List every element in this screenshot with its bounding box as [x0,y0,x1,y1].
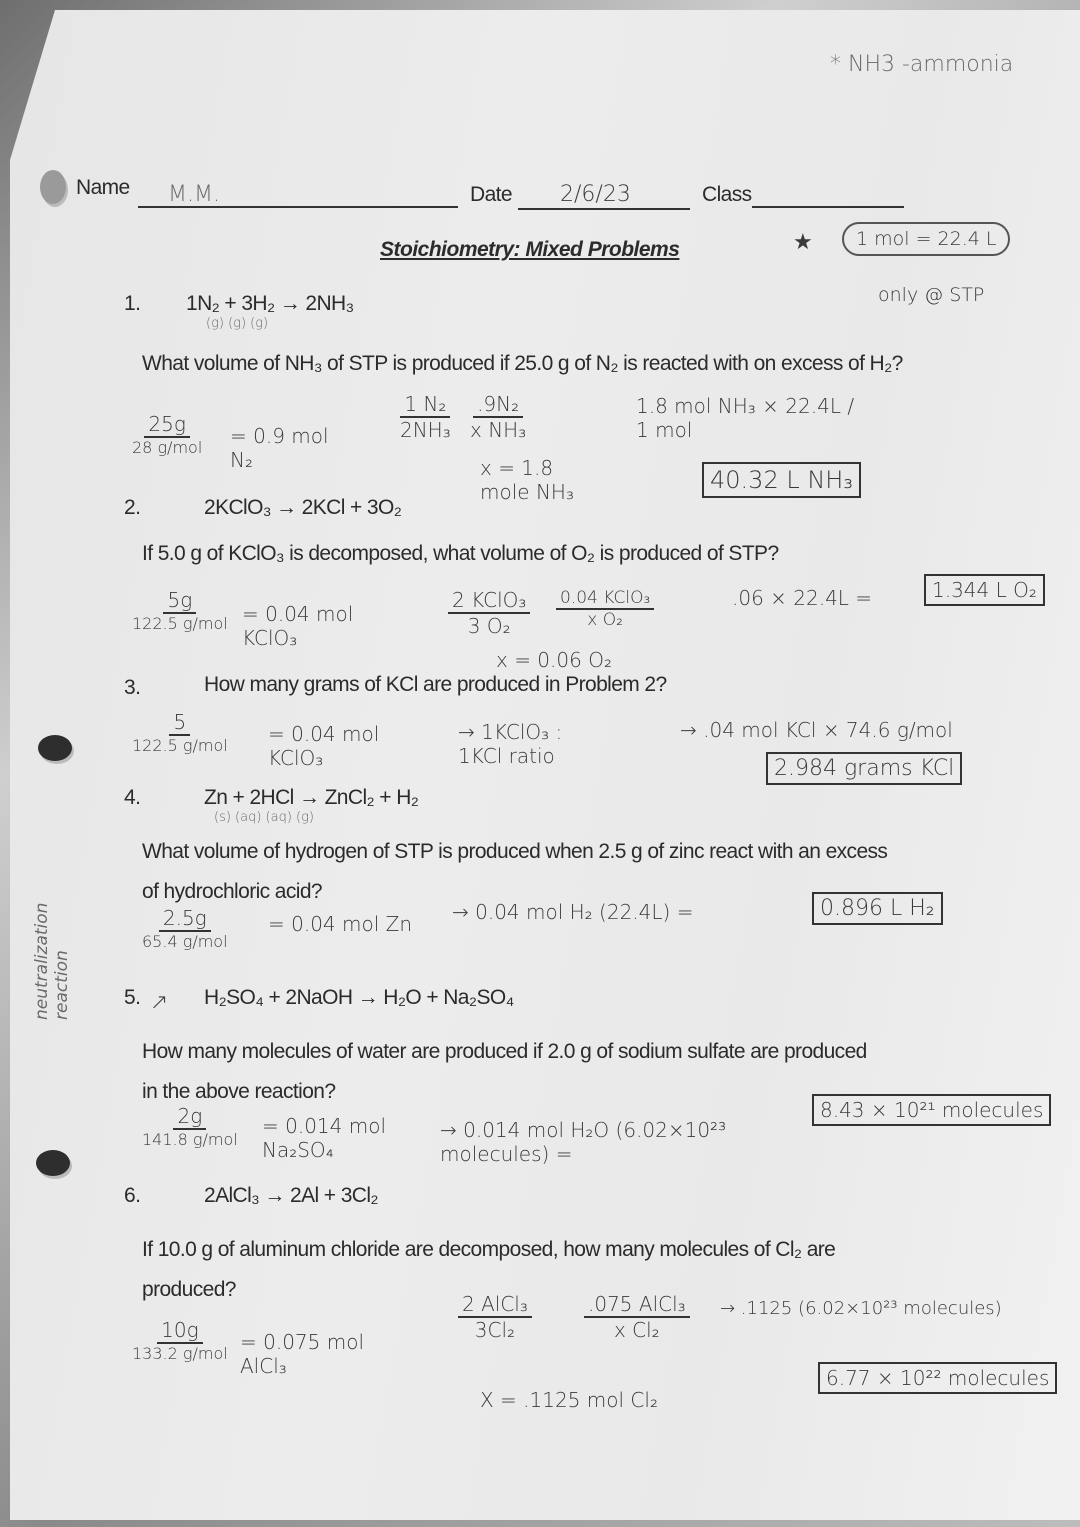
answer-box: 8.43 × 10²¹ molecules [812,1094,1051,1126]
ratio-right: $\frac{\text{.9N₂}}{\text{x NH₃}}$ [470,392,527,442]
date-value: 2/6/23 [560,182,631,207]
problem-number: 5. [124,986,141,1009]
question-text: If 5.0 g of KClO₃ is decomposed, what volume of O₂ is produced of STP? [142,542,779,565]
stp-note: only @ STP [878,284,985,306]
states-annotation: (g) (g) (g) [206,316,269,331]
work-result: x = 0.06 O₂ [496,648,612,672]
binder-hole [36,1150,70,1176]
name-value: M.M. [168,182,220,207]
ratio-left: $\frac{\text{1 N₂}}{\text{2NH₃}}$ [400,392,451,442]
states-annotation: (s) (aq) (aq) (g) [214,810,314,825]
name-label: Name [76,176,130,199]
work-result: x = 1.8 mole NH₃ [480,456,574,504]
ratio-left: 2 KClO₃ 3 O₂ [448,588,530,638]
equation: 2AlCl₃ → 2Al + 3Cl₂ [204,1184,378,1207]
equation: H₂SO₄ + 2NaOH → H₂O + Na₂SO₄ [204,986,514,1009]
work-fraction: 10g 133.2 g/mol [132,1318,228,1363]
work-step: → .04 mol KCl × 74.6 g/mol [680,718,953,742]
class-field[interactable] [752,182,904,208]
work-step: → .1125 (6.02×10²³ molecules) [720,1298,1002,1319]
work-fraction: 5 122.5 g/mol [132,710,228,755]
question-text: What volume of NH₃ of STP is produced if 25.0 g of N₂ is reacted with on excess of H₂? [142,352,903,375]
answer-box: 40.32 L NH₃ [702,462,861,498]
star-icon: ★ [793,230,813,255]
ratio-right: .075 AlCl₃ x Cl₂ [584,1292,690,1342]
work-step: .06 × 22.4L = [732,586,873,610]
class-label: Class [702,183,752,206]
date-field[interactable] [518,182,690,210]
answer-box: 2.984 grams KCl [766,752,962,785]
work-result: = 0.9 mol N₂ [230,424,329,472]
work-fraction: 25g 28 g/mol [132,412,203,457]
problem-number: 4. [124,786,141,809]
question-text: If 10.0 g of aluminum chloride are decomposed, how many molecules of Cl₂ are produced? [142,1238,836,1301]
problem-number: 6. [124,1184,141,1207]
binder-hole [38,735,72,761]
work-step: 1.8 mol NH₃ × 22.4L / 1 mol [636,394,855,442]
problem-number: 3. [124,676,141,699]
work-result: = 0.04 mol Zn [268,912,413,936]
work-fraction: 5g 122.5 g/mol [132,588,228,633]
ratio-right: 0.04 KClO₃ x O₂ [556,588,654,630]
work-result: X = .1125 mol Cl₂ [480,1388,658,1412]
arrow-icon: ↗ [150,990,169,1015]
equation: 2KClO₃ → 2KCl + 3O₂ [204,496,402,519]
work-fraction: 2g 141.8 g/mol [142,1104,238,1149]
margin-note: neutralization reaction [32,902,72,1020]
work-result: = 0.014 mol Na₂SO₄ [262,1114,387,1162]
work-fraction: 2.5g 65.4 g/mol [142,906,228,951]
work-step: → 1KClO₃ : 1KCl ratio [458,720,563,768]
ratio-left: 2 AlCl₃ 3Cl₂ [458,1292,532,1342]
question-text: What volume of hydrogen of STP is produced when 2.5 g of zinc react with an excess of hydrochloric acid? [142,840,888,903]
problem-number: 1. [124,292,141,315]
answer-box: 0.896 L H₂ [812,892,943,925]
work-result: = 0.04 mol KClO₃ [268,722,380,770]
name-field[interactable] [138,182,458,208]
question-text: How many molecules of water are produced if 2.0 g of sodium sulfate are produced in the above reaction? [142,1040,867,1103]
work-result: = 0.04 mol KClO₃ [242,602,354,650]
work-step: → 0.014 mol H₂O (6.02×10²³ molecules) = [440,1118,727,1166]
work-result: = 0.075 mol AlCl₃ [240,1330,365,1378]
problem-number: 2. [124,496,141,519]
equation: Zn + 2HCl → ZnCl₂ + H₂ [204,786,419,809]
work-step: → 0.04 mol H₂ (22.4L) = [452,900,694,924]
stp-cloud-note: 1 mol = 22.4 L [842,222,1010,256]
equation: 1N₂ + 3H₂ → 2NH₃ [186,292,354,315]
question-text: How many grams of KCl are produced in Problem 2? [204,673,667,696]
date-label: Date [470,183,512,206]
ammonia-note: * NH3 -ammonia [830,52,1014,77]
binder-hole [40,170,66,204]
answer-box: 1.344 L O₂ [924,574,1045,606]
answer-box: 6.77 × 10²² molecules [818,1362,1057,1394]
page-title: Stoichiometry: Mixed Problems [380,238,680,261]
